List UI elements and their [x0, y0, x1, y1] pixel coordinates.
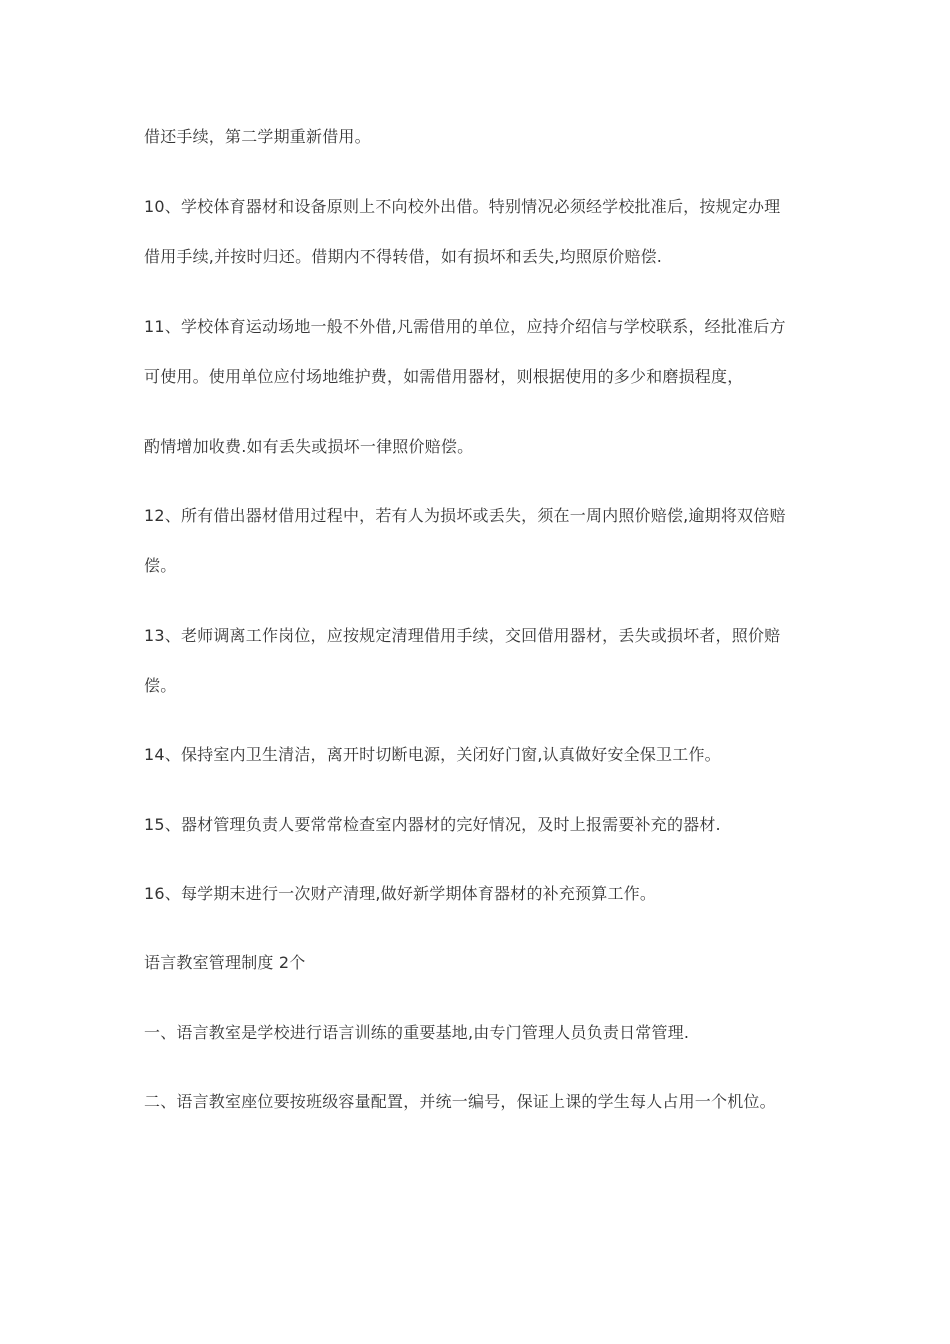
- rule-13-line-1: 13、老师调离工作岗位，应按规定清理借用手续，交回借用器材，丢失或损坏者，照价赔: [144, 626, 781, 645]
- rule-10-line-2: 借用手续,并按时归还。借期内不得转借，如有损坏和丢失,均照原价赔偿.: [144, 247, 663, 266]
- rule-11-line-1: 11、学校体育运动场地一般不外借,凡需借用的单位，应持介绍信与学校联系，经批准后方: [144, 317, 786, 336]
- rule-14: 14、保持室内卫生清洁，离开时切断电源，关闭好门窗,认真做好安全保卫工作。: [144, 745, 721, 764]
- rule-11-line-3: 酌情增加收费.如有丢失或损坏一律照价赔偿。: [144, 437, 474, 456]
- section-heading-language-lab: 语言教室管理制度 2个: [144, 953, 306, 972]
- text-line-continuation-borrow-return: 借还手续，第二学期重新借用。: [144, 127, 371, 146]
- rule-15: 15、器材管理负责人要常常检查室内器材的完好情况，及时上报需要补充的器材.: [144, 815, 721, 834]
- rule-12-line-1: 12、所有借出器材借用过程中，若有人为损坏或丢失，须在一周内照价赔偿,逾期将双倍赔: [144, 506, 786, 525]
- rule-11-line-2: 可使用。使用单位应付场地维护费，如需借用器材，则根据使用的多少和磨损程度，: [144, 367, 744, 386]
- language-lab-rule-2: 二、语言教室座位要按班级容量配置，并统一编号，保证上课的学生每人占用一个机位。: [144, 1092, 776, 1111]
- rule-12-line-2: 偿。: [144, 556, 177, 575]
- rule-16: 16、每学期末进行一次财产清理,做好新学期体育器材的补充预算工作。: [144, 884, 657, 903]
- rule-10-line-1: 10、学校体育器材和设备原则上不向校外出借。特别情况必须经学校批准后，按规定办理: [144, 197, 781, 216]
- rule-13-line-2: 偿。: [144, 676, 177, 695]
- language-lab-rule-1: 一、语言教室是学校进行语言训练的重要基地,由专门管理人员负责日常管理.: [144, 1023, 690, 1042]
